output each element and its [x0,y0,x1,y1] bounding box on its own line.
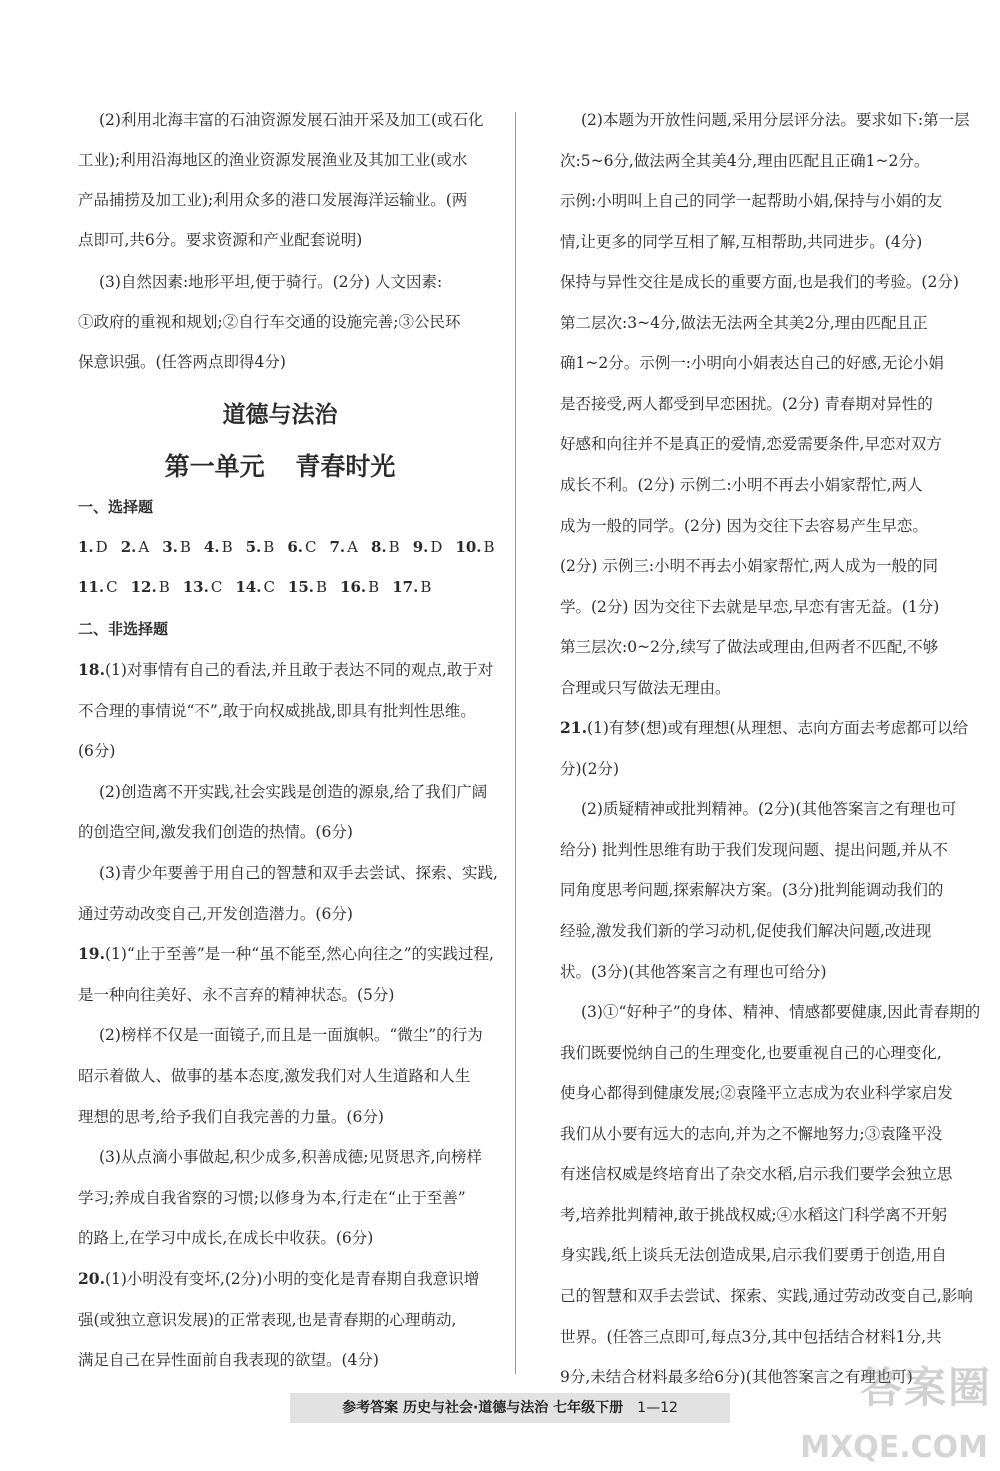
text-line [99,1147,490,1167]
text-line [560,840,962,860]
line-text: (2)榜样不仅是一面镜子,而且是一面旗帜。“微尘”的行为 [99,1026,483,1045]
choice-answer [413,538,443,556]
answer-letter: B [388,538,400,556]
question-number: 9. [412,538,429,556]
text-line [78,944,494,964]
answer-letter: D [95,538,108,556]
text-line [560,434,962,454]
line-text: 不合理的事情说“不”,敢于向权威挑战,即具有批判性思维。 [78,701,476,720]
line-text: 保持与异性交往是成长的重要方面,也是我们的考验。(2分) [560,273,959,292]
question-number: 3. [162,538,178,556]
question-number: 4. [203,538,220,556]
line-text: 9分,未结合材料最多给6分)(其他答案言之有理也可) [560,1368,913,1387]
text-line [99,782,490,802]
text-line: 点即可,共6分。要求资源和产业配套说明) [78,231,363,249]
question-number: 18. [78,660,105,679]
text-line [560,962,962,982]
text-line: (3)自然因素:地形平坦,便于骑行。(2分) 人文因素: [99,273,443,291]
line-text: 成长不利。(2分) 示例二:小明不再去小娟家帮忙,两人 [560,475,923,494]
line-text: 是一种向往美好、永不言弃的精神状态。(5分) [78,985,395,1004]
question-number: 21. [560,718,587,738]
section-title: 道德与法治 [222,402,338,428]
choice-answer [392,578,431,596]
line-text: (3)从点滴小事做起,积少成多,积善成德;见贤思齐,向榜样 [99,1148,482,1167]
text-line: 产品捕捞及加工业);利用众多的港口发展海洋运输业。(两 [78,191,468,209]
text-line [560,1043,962,1063]
text-line [581,799,962,819]
line-text: 第二层次:3~4分,做法无法两全其美2分,理由匹配且正 [560,313,928,332]
text-line [560,151,962,171]
choice-answer [121,538,150,556]
line-text: 理想的思考,给予我们自我完善的力量。(6分) [78,1107,384,1126]
choice-answer [183,578,223,596]
text-line [78,741,490,761]
text-line: 保意识强。(任答两点即得4分) [78,353,286,371]
text-line [581,110,970,130]
text-line [560,516,962,536]
choice-answer [455,538,494,556]
watermark-logo [782,1355,992,1465]
text-line [78,1107,490,1127]
line-text: (3)青少年要善于用自己的智慧和双手去尝试、探索、实践, [99,864,498,882]
answer-letter: B [316,578,328,596]
line-text: (1)对事情有自己的看法,并且敢于表达不同的观点,敢于对 [104,661,494,679]
answer-letter: B [483,538,495,556]
watermark-top: 答案圈 [859,1363,992,1412]
text-line [99,863,498,883]
line-text: 第三层次:0~2分,续写了做法或理由,但两者不匹配,不够 [560,638,939,657]
answer-letter: B [221,538,233,556]
line-text: (1)小明没有变坏,(2分)小明的变化是青春期自我意识增 [104,1270,480,1288]
line-text: (3)①“好种子”的身体、精神、情感都要健康,因此青春期的 [581,1003,981,1022]
line-text: (6分) [78,742,116,761]
choice-answer [204,538,233,556]
choice-answer [340,578,379,596]
choice-answer [162,538,191,556]
line-text: 同角度思考问题,探索解决方案。(3分)批判能调动我们的 [560,881,944,900]
line-text: 身实践,纸上谈兵无法创造成果,启示我们要勇于创造,用自 [560,1246,947,1265]
line-text: 成为一般的同学。(2分) 因为交往下去容易产生早恋。 [560,516,928,535]
question-number: 16. [340,578,367,596]
column-divider [515,112,516,1374]
line-text: (2分) 示例三:小明不再去小娟家帮忙,两人成为一般的同 [560,557,939,576]
line-text: 昭示着做人、做事的基本态度,激发我们对人生道路和人生 [78,1067,471,1085]
choice-answer [246,538,275,556]
choice-answer [287,538,316,556]
text-line [78,904,490,924]
line-text: 是否接受,两人都受到早恋困扰。(2分) 青春期对异性的 [560,394,933,413]
text-line [560,678,962,698]
line-text: 通过劳动改变自己,开发创造潜力。(6分) [78,904,353,923]
part2-heading: 二、非选择题 [78,620,169,638]
answer-letter: D [430,538,443,556]
line-text: 的路上,在学习中成长,在成长中收获。(6分) [78,1229,374,1248]
question-number: 5. [245,538,262,556]
line-text: 学。(2分) 因为交往下去就是早恋,早恋有害无益。(1分) [560,597,940,616]
answer-letter: C [210,578,223,596]
line-text: (1)“止于至善”是一种“虽不能至,然心向往之”的实践过程, [104,945,494,964]
page-number: 1—12 [637,1400,678,1416]
text-line [560,353,962,373]
question-number: 1. [78,538,94,556]
text-line [560,272,962,292]
question-number: 10. [455,538,482,556]
question-number: 17. [392,578,419,596]
text-line [78,1066,490,1086]
choice-answer [288,578,327,596]
line-text: 使身心都得到健康发展;②袁隆平立志成为农业科学家启发 [560,1084,953,1103]
line-text: (2)本题为开放性问题,采用分层评分法。要求如下:第一层 [581,111,970,129]
line-text: 己的智慧和双手去尝试、探索、实践,通过劳动改变自己,影响 [560,1286,973,1305]
answer-letter: A [347,538,358,556]
line-text: 世界。(任答三点即可,每点3分,其中包括结合材料1分,共 [560,1327,942,1346]
text-line [560,1245,962,1265]
question-number: 7. [329,538,346,556]
line-text: 确1~2分。示例一:小明向小娟表达自己的好感,无论小娟 [560,354,944,373]
text-line [78,660,494,680]
text-line [560,313,962,333]
line-text: 合理或只写做法无理由。 [560,678,731,697]
line-text: 状。(3分)(其他答案言之有理也可给分) [560,962,827,981]
answer-letter: B [263,538,275,556]
line-text: 满足自己在异性面前自我表现的欲望。(4分) [78,1351,379,1370]
line-text: 有迷信权威是终培育出了杂交水稻,启示我们要学会独立思 [560,1165,953,1184]
line-text: 示例:小明叫上自己的同学一起帮助小娟,保持与小娟的友 [560,192,943,211]
line-text: 学习;养成自我省察的习惯;以修身为本,行走在“止于至善” [78,1188,466,1207]
answer-letter: C [106,578,118,596]
question-number: 14. [235,578,262,596]
answer-letter: C [263,578,275,596]
page-footer [290,1393,730,1423]
text-line [560,1205,962,1225]
question-number: 8. [371,538,387,556]
text-line [560,759,962,779]
choice-answer [371,538,400,556]
choice-answer [329,538,358,556]
choice-answers-row-2 [78,578,444,596]
text-line [78,701,490,721]
choice-answer [131,578,170,596]
text-line [78,822,490,842]
answer-letter: B [368,578,380,596]
line-text: 强(或独立意识发展)的正常表现,也是青春期的心理萌动, [78,1310,457,1329]
choice-answer [78,578,118,596]
choice-answer [78,538,108,556]
text-line [560,718,969,738]
answer-letter: B [420,578,432,596]
text-line [560,556,962,576]
text-line [78,1310,490,1330]
text-line [560,1124,962,1144]
answer-letter: B [158,578,170,596]
text-line [78,1350,490,1370]
choice-answers-row-1 [78,538,508,556]
text-line [560,394,962,414]
line-text: 情,让更多的同学互相了解,互相帮助,共同进步。(4分) [560,232,923,251]
line-text: 分)(2分) [560,759,620,778]
text-line [78,1228,490,1248]
text-line [560,475,962,495]
choice-answer [235,578,275,596]
unit-title: 第一单元 青春时光 [164,452,396,481]
question-number: 13. [182,578,209,596]
answer-letter: A [138,538,150,556]
line-text: 次:5~6分,做法两全其美4分,理由匹配且正确1~2分。 [560,151,930,170]
line-text: 我们既要悦纳自己的生理变化,也要重视自己的心理变化, [560,1043,942,1062]
line-text: (2)质疑精神或批判精神。(2分)(其他答案言之有理也可 [581,800,957,819]
question-number: 11. [78,578,105,596]
line-text: 考,培养批判精神,敢于挑战权威;④水稻这门科学离不开躬 [560,1205,948,1224]
text-line [560,637,962,657]
line-text: (1)有梦(想)或有理想(从理想、志向方面去考虑都可以给 [586,719,969,738]
watermark-bottom: MXQE.COM [800,1430,988,1465]
text-line [560,191,962,211]
part1-heading: 一、选择题 [78,498,154,516]
text-line [560,1164,962,1184]
line-text: 好感和向往并不是真正的爱情,恋爱需要条件,早恋对双方 [560,435,942,454]
text-line [581,1002,981,1022]
text-line: (2)利用北海丰富的石油资源发展石油开采及加工(或石化 [99,111,484,129]
line-text: 的创造空间,激发我们创造的热情。(6分) [78,823,353,842]
text-line: 工业);利用沿海地区的渔业资源发展渔业及其加工业(或水 [78,151,468,169]
question-number: 12. [130,578,157,596]
text-line [560,597,962,617]
question-number: 2. [120,538,137,556]
answer-letter: C [305,538,317,556]
text-line [78,985,490,1005]
text-line [560,1286,973,1306]
footer-text: 参考答案 历史与社会·道德与法治 七年级下册 [342,1400,624,1416]
text-line [560,232,962,252]
text-line [99,1025,490,1045]
line-text: 给分) 批判性思维有助于我们发现问题、提出问题,并从不 [560,840,948,859]
question-number: 15. [287,578,315,596]
text-line [560,1327,962,1347]
text-line [560,1083,962,1103]
text-line [560,880,962,900]
answer-letter: B [179,538,191,556]
text-line: ①政府的重视和规划;②自行车交通的设施完善;③公民环 [78,313,461,331]
text-line [560,921,962,941]
text-line [78,1269,490,1289]
line-text: (2)创造离不开实践,社会实践是创造的源泉,给了我们广阔 [99,782,488,801]
line-text: 经验,激发我们新的学习动机,促使我们解决问题,改进现 [560,922,932,940]
text-line [78,1188,490,1208]
line-text: 我们从小要有远大的志向,并为之不懈地努力;③袁隆平没 [560,1124,943,1143]
question-number: 19. [78,944,105,964]
question-number: 20. [78,1269,105,1288]
question-number: 6. [287,538,303,556]
